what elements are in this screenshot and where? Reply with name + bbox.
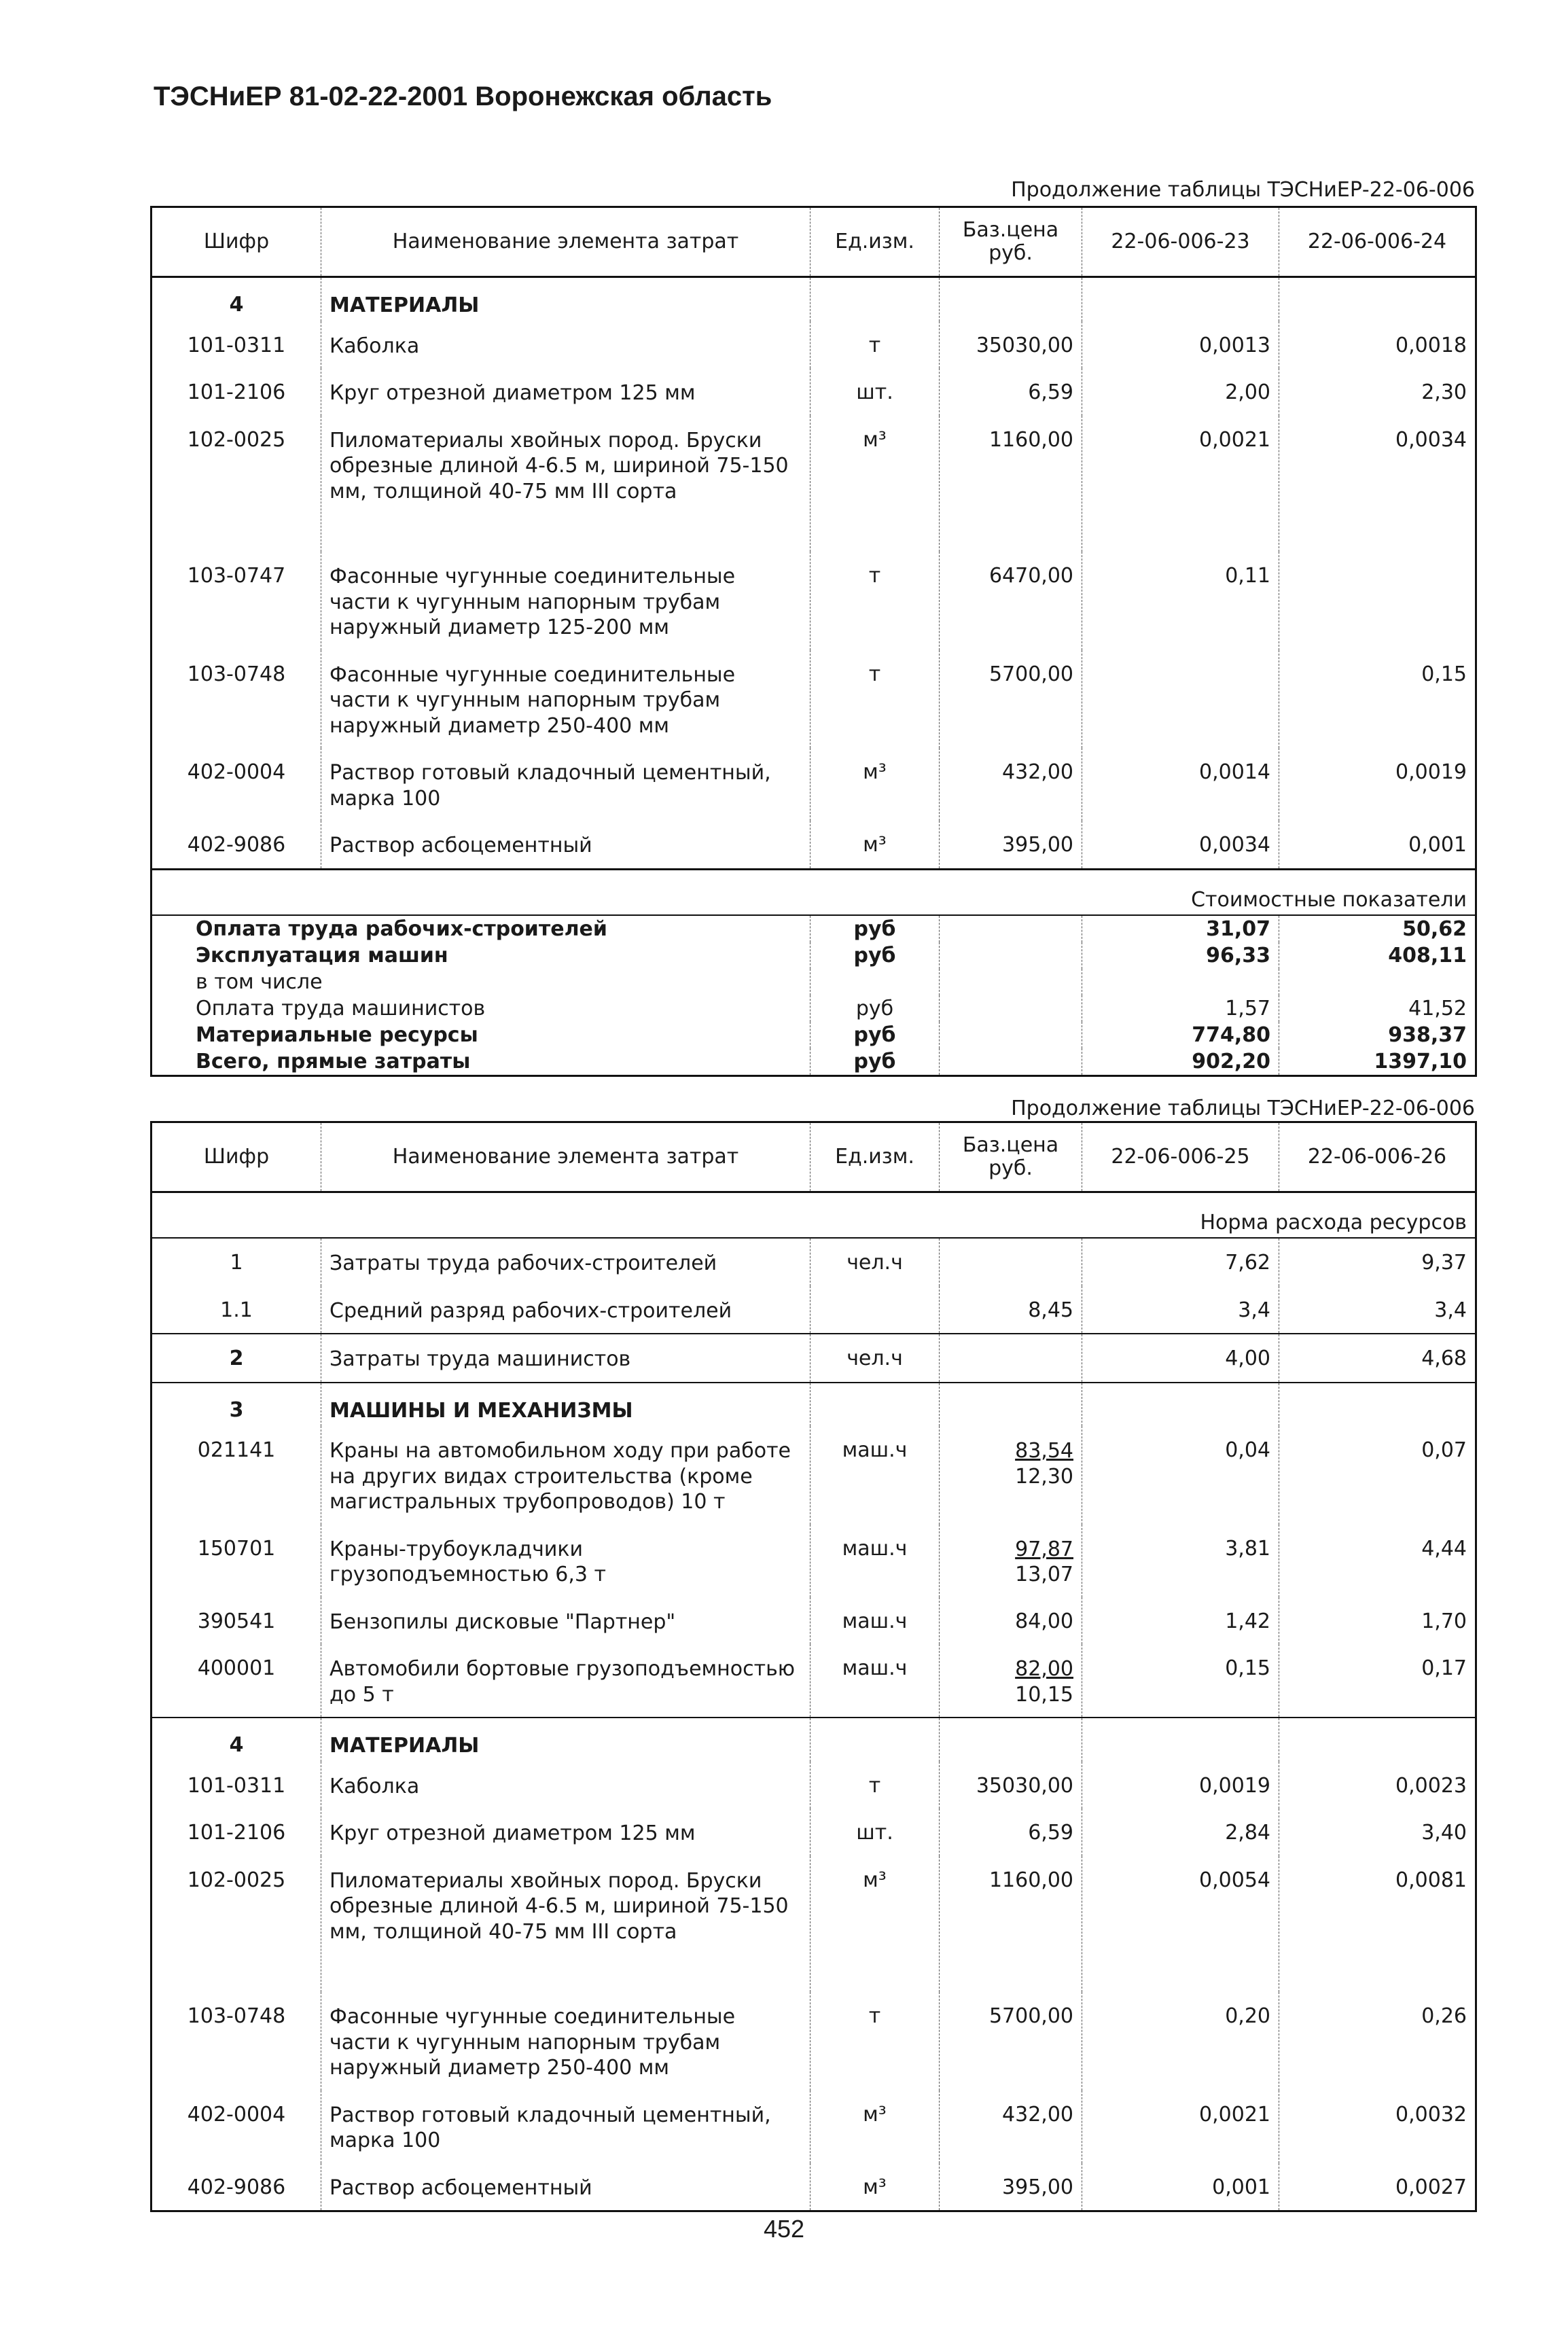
- row-unit: маш.ч: [810, 1426, 940, 1525]
- row-code: 101-0311: [152, 1762, 321, 1809]
- norm-label-row: [152, 1192, 1476, 1239]
- row-value-a: 4,00: [1082, 1334, 1279, 1383]
- table-row: [152, 1809, 1476, 1856]
- row-code: 1.1: [152, 1286, 321, 1334]
- section-code: 4: [152, 1718, 321, 1762]
- table-row: [152, 650, 1476, 749]
- row-unit: т: [810, 650, 940, 749]
- row-value-a: 0,0054: [1082, 1856, 1279, 1993]
- table-row: [152, 1286, 1476, 1334]
- cost-row: [152, 942, 1476, 969]
- table-row: [152, 2091, 1476, 2163]
- row-unit: [810, 1286, 940, 1334]
- cost-name: Оплата труда рабочих-строителей: [152, 915, 810, 942]
- row-value-b: 0,0032: [1279, 2091, 1476, 2163]
- col-code-header: Шифр: [152, 207, 321, 277]
- row-value-b: 4,44: [1279, 1525, 1476, 1597]
- price-numerator: 82,00: [1015, 1657, 1073, 1681]
- table-row: [152, 368, 1476, 416]
- row-code: 402-9086: [152, 821, 321, 869]
- cost-name: Оплата труда машинистов: [152, 995, 810, 1022]
- row-unit: м³: [810, 2163, 940, 2211]
- row-price: 1160,00: [940, 1856, 1082, 1993]
- table-row: [152, 1762, 1476, 1809]
- col-price-header: Баз.цена руб.: [940, 1122, 1082, 1192]
- row-price: 432,00: [940, 748, 1082, 821]
- price-denominator: 10,15: [1015, 1682, 1073, 1707]
- row-unit: т: [810, 1762, 940, 1809]
- row-price: [940, 1238, 1082, 1286]
- section-row: [152, 1718, 1476, 1762]
- row-code: 402-0004: [152, 2091, 321, 2163]
- row-name: Пиломатериалы хвойных пород. Бруски обрезные длиной 4-6.5 м, шириной 75-150 мм, толщиной 40-75 мм III сорта: [321, 1856, 810, 1993]
- row-name: Пиломатериалы хвойных пород. Бруски обрезные длиной 4-6.5 м, шириной 75-150 мм, толщиной 40-75 мм III сорта: [321, 416, 810, 552]
- row-value-a: 3,81: [1082, 1525, 1279, 1597]
- row-value-b: 4,68: [1279, 1334, 1476, 1383]
- row-value-b: 2,30: [1279, 368, 1476, 416]
- cost-name: Эксплуатация машин: [152, 942, 810, 969]
- cost-value-b: 1397,10: [1279, 1048, 1476, 1076]
- row-price: [940, 1426, 1082, 1525]
- section-name: МАТЕРИАЛЫ: [321, 1718, 810, 1762]
- row-code: 400001: [152, 1644, 321, 1718]
- table-row: [152, 1525, 1476, 1597]
- row-unit: т: [810, 321, 940, 369]
- col-name-header: Наименование элемента затрат: [321, 207, 810, 277]
- cost-value-a: 31,07: [1082, 915, 1279, 942]
- cost-unit: руб: [810, 915, 940, 942]
- row-value-b: 0,001: [1279, 821, 1476, 869]
- row-unit: м³: [810, 1856, 940, 1993]
- table-row: [152, 748, 1476, 821]
- table-row: [152, 1644, 1476, 1718]
- row-value-b: 0,0034: [1279, 416, 1476, 552]
- row-unit: м³: [810, 748, 940, 821]
- cost-value-a: [1082, 969, 1279, 995]
- resource-table-1: [150, 206, 1477, 1077]
- row-code: 021141: [152, 1426, 321, 1525]
- row-name: Краны на автомобильном ходу при работе на других видах строительства (кроме магистральных трубопроводов) 10 т: [321, 1426, 810, 1525]
- row-value-b: 0,07: [1279, 1426, 1476, 1525]
- section-code: 3: [152, 1383, 321, 1427]
- row-unit: чел.ч: [810, 1238, 940, 1286]
- row-value-a: 1,42: [1082, 1597, 1279, 1645]
- row-code: 390541: [152, 1597, 321, 1645]
- row-code: 102-0025: [152, 1856, 321, 1993]
- row-value-b: 0,0019: [1279, 748, 1476, 821]
- row-name: Каболка: [321, 321, 810, 369]
- cost-value-a: 1,57: [1082, 995, 1279, 1022]
- row-value-b: 9,37: [1279, 1238, 1476, 1286]
- cost-value-b: [1279, 969, 1476, 995]
- row-unit: м³: [810, 2091, 940, 2163]
- row-value-b: 3,40: [1279, 1809, 1476, 1856]
- row-name: Раствор готовый кладочный цементный, марка 100: [321, 748, 810, 821]
- row-price: [940, 1334, 1082, 1383]
- row-value-b: 1,70: [1279, 1597, 1476, 1645]
- row-price: 8,45: [940, 1286, 1082, 1334]
- cost-row: [152, 1048, 1476, 1076]
- row-name: Фасонные чугунные соединительные части к чугунным напорным трубам наружный диаметр 250-400 мм: [321, 650, 810, 749]
- table-row: [152, 321, 1476, 369]
- row-price: 5700,00: [940, 1992, 1082, 2091]
- cost-value-b: 41,52: [1279, 995, 1476, 1022]
- row-name: Фасонные чугунные соединительные части к чугунным напорным трубам наружный диаметр 250-400 мм: [321, 1992, 810, 2091]
- price-numerator: 83,54: [1015, 1439, 1073, 1463]
- row-value-a: 0,0013: [1082, 321, 1279, 369]
- row-value-a: 0,0021: [1082, 416, 1279, 552]
- row-code: 402-0004: [152, 748, 321, 821]
- row-value-b: 0,0018: [1279, 321, 1476, 369]
- row-value-b: 0,17: [1279, 1644, 1476, 1718]
- resource-table-2: [150, 1121, 1477, 2212]
- cost-row: [152, 995, 1476, 1022]
- row-code: 402-9086: [152, 2163, 321, 2211]
- price-denominator: 12,30: [1015, 1464, 1073, 1489]
- row-name: Раствор асбоцементный: [321, 2163, 810, 2211]
- row-value-a: 3,4: [1082, 1286, 1279, 1334]
- section-code: 4: [152, 277, 321, 321]
- row-value-b: 0,26: [1279, 1992, 1476, 2091]
- section-row: [152, 1383, 1476, 1427]
- row-price: 432,00: [940, 2091, 1082, 2163]
- row-value-a: 0,15: [1082, 1644, 1279, 1718]
- row-name: Автомобили бортовые грузоподъемностью до 5 т: [321, 1644, 810, 1718]
- col-b-header: 22-06-006-24: [1279, 207, 1476, 277]
- row-name: Раствор готовый кладочный цементный, марка 100: [321, 2091, 810, 2163]
- row-code: 101-0311: [152, 321, 321, 369]
- row-price: [940, 1644, 1082, 1718]
- row-value-a: 0,0034: [1082, 821, 1279, 869]
- table2-caption: Продолжение таблицы ТЭСНиЕР-22-06-006: [1011, 1097, 1475, 1120]
- cost-value-a: 902,20: [1082, 1048, 1279, 1076]
- col-unit-header: Ед.изм.: [810, 207, 940, 277]
- row-code: 101-2106: [152, 1809, 321, 1856]
- cost-value-b: 50,62: [1279, 915, 1476, 942]
- col-a-header: 22-06-006-23: [1082, 207, 1279, 277]
- row-code: 102-0025: [152, 416, 321, 552]
- row-price: 35030,00: [940, 1762, 1082, 1809]
- table1-caption: Продолжение таблицы ТЭСНиЕР-22-06-006: [1011, 178, 1475, 202]
- row-unit: м³: [810, 821, 940, 869]
- row-price: 5700,00: [940, 650, 1082, 749]
- table-row: [152, 552, 1476, 650]
- row-name: Фасонные чугунные соединительные части к чугунным напорным трубам наружный диаметр 125-200 мм: [321, 552, 810, 650]
- row-value-b: 0,0027: [1279, 2163, 1476, 2211]
- row-value-a: 7,62: [1082, 1238, 1279, 1286]
- row-name: Затраты труда рабочих-строителей: [321, 1238, 810, 1286]
- cost-name: в том числе: [152, 969, 810, 995]
- cost-row: [152, 1022, 1476, 1048]
- table-row: [152, 1426, 1476, 1525]
- row-value-b: 0,15: [1279, 650, 1476, 749]
- table-row: [152, 1334, 1476, 1383]
- row-unit: маш.ч: [810, 1525, 940, 1597]
- table-row: [152, 1238, 1476, 1286]
- row-price: 6,59: [940, 368, 1082, 416]
- cost-value-a: 774,80: [1082, 1022, 1279, 1048]
- row-code: 101-2106: [152, 368, 321, 416]
- cost-unit: руб: [810, 942, 940, 969]
- document-title: ТЭСНиЕР 81-02-22-2001 Воронежская область: [154, 82, 772, 111]
- price-numerator: 97,87: [1015, 1537, 1073, 1561]
- row-value-b: 0,0023: [1279, 1762, 1476, 1809]
- cost-value-a: 96,33: [1082, 942, 1279, 969]
- row-value-a: 0,0021: [1082, 2091, 1279, 2163]
- row-price: 1160,00: [940, 416, 1082, 552]
- col-b-header: 22-06-006-26: [1279, 1122, 1476, 1192]
- table-header-row: [152, 1122, 1476, 1192]
- row-value-b: 0,0081: [1279, 1856, 1476, 1993]
- row-unit: т: [810, 1992, 940, 2091]
- row-value-a: 0,001: [1082, 2163, 1279, 2211]
- row-unit: шт.: [810, 1809, 940, 1856]
- row-code: 1: [152, 1238, 321, 1286]
- section-row: [152, 277, 1476, 321]
- row-code: 103-0747: [152, 552, 321, 650]
- cost-name: Материальные ресурсы: [152, 1022, 810, 1048]
- cost-section-label: Стоимостные показатели: [152, 869, 1476, 915]
- row-price: 6470,00: [940, 552, 1082, 650]
- table-row: [152, 1856, 1476, 1993]
- row-value-a: 0,11: [1082, 552, 1279, 650]
- row-value-b: [1279, 552, 1476, 650]
- page-number: 452: [763, 2215, 805, 2243]
- table-row: [152, 1992, 1476, 2091]
- row-name: Круг отрезной диаметром 125 мм: [321, 1809, 810, 1856]
- cost-row: [152, 969, 1476, 995]
- col-price-header: Баз.цена руб.: [940, 207, 1082, 277]
- row-name: Бензопилы дисковые "Партнер": [321, 1597, 810, 1645]
- row-name: Каболка: [321, 1762, 810, 1809]
- table-header-row: [152, 207, 1476, 277]
- cost-label-row: [152, 869, 1476, 915]
- norm-section-label: Норма расхода ресурсов: [152, 1192, 1476, 1239]
- section-name: МАТЕРИАЛЫ: [321, 277, 810, 321]
- cost-value-b: 938,37: [1279, 1022, 1476, 1048]
- row-unit: шт.: [810, 368, 940, 416]
- row-value-a: 0,04: [1082, 1426, 1279, 1525]
- row-value-b: 3,4: [1279, 1286, 1476, 1334]
- row-price: 6,59: [940, 1809, 1082, 1856]
- row-code: 2: [152, 1334, 321, 1383]
- row-value-a: [1082, 650, 1279, 749]
- row-name: Затраты труда машинистов: [321, 1334, 810, 1383]
- row-value-a: 0,0014: [1082, 748, 1279, 821]
- section-name: МАШИНЫ И МЕХАНИЗМЫ: [321, 1383, 810, 1427]
- row-price: 395,00: [940, 821, 1082, 869]
- cost-value-b: 408,11: [1279, 942, 1476, 969]
- row-code: 150701: [152, 1525, 321, 1597]
- table-row: [152, 821, 1476, 869]
- row-price: 395,00: [940, 2163, 1082, 2211]
- cost-unit: руб: [810, 995, 940, 1022]
- row-unit: чел.ч: [810, 1334, 940, 1383]
- row-unit: маш.ч: [810, 1644, 940, 1718]
- row-price: 35030,00: [940, 321, 1082, 369]
- row-name: Раствор асбоцементный: [321, 821, 810, 869]
- row-code: 103-0748: [152, 650, 321, 749]
- col-code-header: Шифр: [152, 1122, 321, 1192]
- row-unit: маш.ч: [810, 1597, 940, 1645]
- row-code: 103-0748: [152, 1992, 321, 2091]
- col-name-header: Наименование элемента затрат: [321, 1122, 810, 1192]
- table-row: [152, 416, 1476, 552]
- col-a-header: 22-06-006-25: [1082, 1122, 1279, 1192]
- row-unit: т: [810, 552, 940, 650]
- price-denominator: 13,07: [1015, 1563, 1073, 1586]
- row-name: Краны-трубоукладчики грузоподъемностью 6,3 т: [321, 1525, 810, 1597]
- cost-unit: руб: [810, 1022, 940, 1048]
- row-value-a: 2,84: [1082, 1809, 1279, 1856]
- row-name: Круг отрезной диаметром 125 мм: [321, 368, 810, 416]
- row-value-a: 0,20: [1082, 1992, 1279, 2091]
- row-unit: м³: [810, 416, 940, 552]
- row-price: 84,00: [940, 1597, 1082, 1645]
- cost-unit: руб: [810, 1048, 940, 1076]
- col-unit-header: Ед.изм.: [810, 1122, 940, 1192]
- row-value-a: 2,00: [1082, 368, 1279, 416]
- cost-name: Всего, прямые затраты: [152, 1048, 810, 1076]
- row-name: Средний разряд рабочих-строителей: [321, 1286, 810, 1334]
- table-row: [152, 2163, 1476, 2211]
- cost-unit: [810, 969, 940, 995]
- row-value-a: 0,0019: [1082, 1762, 1279, 1809]
- cost-row: [152, 915, 1476, 942]
- table-row: [152, 1597, 1476, 1645]
- row-price: [940, 1525, 1082, 1597]
